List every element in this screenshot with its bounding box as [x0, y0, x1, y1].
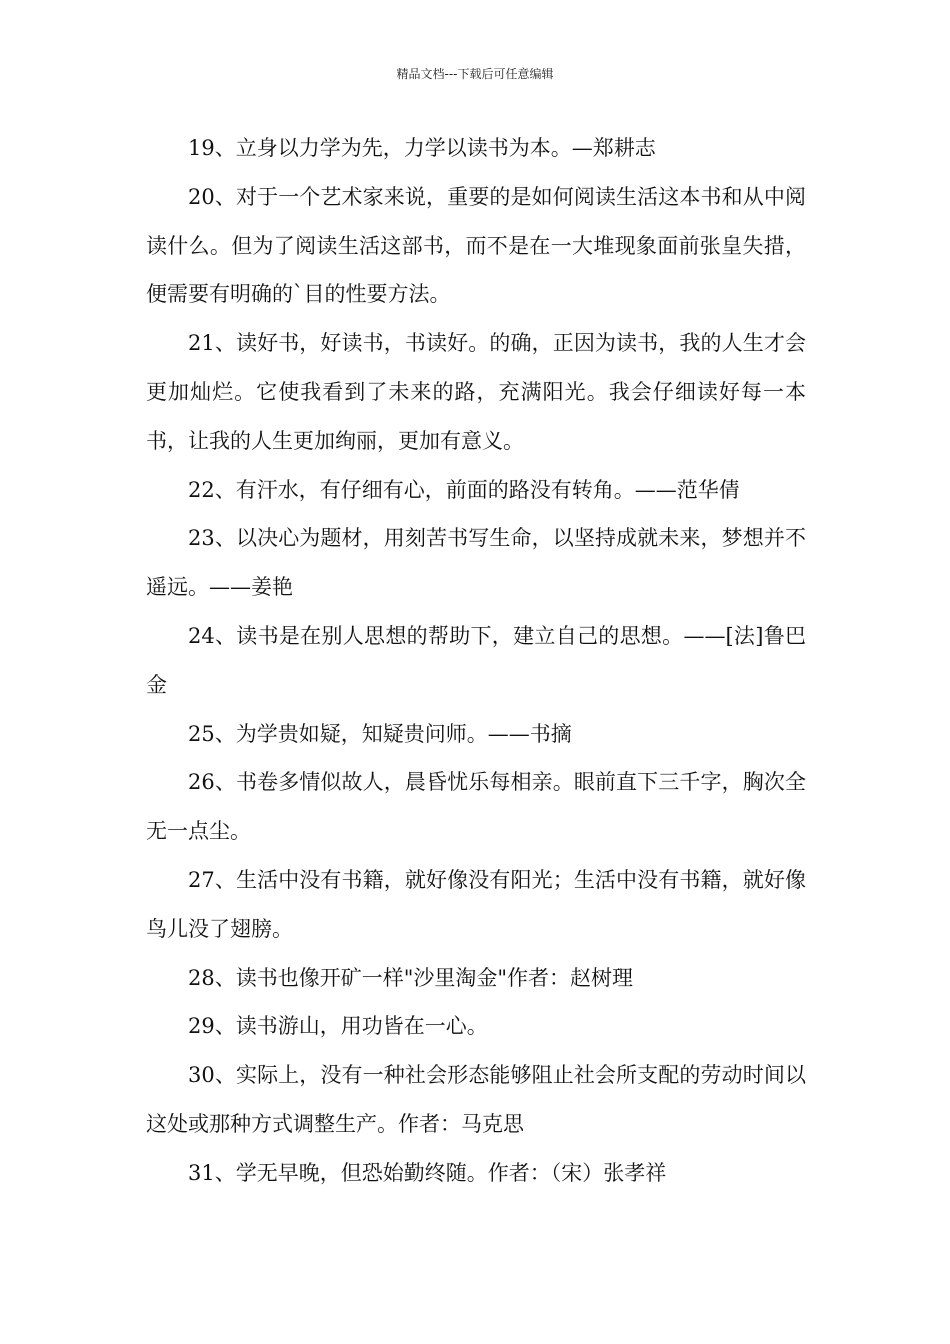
quote-paragraph-19: 19、立身以力学为先，力学以读书为本。—郑耕志 [188, 136, 656, 160]
quote-paragraph-20: 20、对于一个艺术家来说，重要的是如何阅读生活这本书和从中阅读什么。但为了阅读生活这部书，而不是在一大堆现象面前张皇失措，便需要有明确的`目的性要方法。 [146, 184, 806, 307]
quote-paragraph-31: 31、学无早晚，但恐始勤终随。作者：（宋）张孝祥 [188, 1160, 667, 1185]
quote-paragraph-27: 27、生活中没有书籍，就好像没有阳光；生活中没有书籍，就好像鸟儿没了翅膀。 [146, 867, 806, 941]
page-header: 精品文档---下载后可任意编辑 [396, 67, 554, 81]
quote-paragraph-24: 24、读书是在别人思想的帮助下，建立自己的思想。——[法]鲁巴金 [146, 623, 806, 697]
quote-paragraph-22: 22、有汗水，有仔细有心，前面的路没有转角。——范华倩 [188, 477, 740, 502]
quote-paragraph-21: 21、读好书，好读书，书读好。的确，正因为读书，我的人生才会更加灿烂。它使我看到了未来的路，充满阳光。我会仔细读好每一本书，让我的人生更加绚丽，更加有意义。 [146, 331, 806, 453]
quote-paragraph-29: 29、读书游山，用功皆在一心。 [188, 1014, 488, 1039]
quote-paragraph-30: 30、实际上，没有一种社会形态能够阻止社会所支配的劳动时间以这处或那种方式调整生产。作者：马克思 [146, 1063, 806, 1136]
quote-paragraph-28: 28、读书也像开矿一样"沙里淘金"作者：赵树理 [188, 965, 634, 990]
document-body [146, 124, 806, 1198]
quote-paragraph-26: 26、书卷多情似故人，晨昏忧乐每相亲。眼前直下三千字，胸次全无一点尘。 [146, 770, 806, 844]
quote-paragraph-23: 23、以决心为题材，用刻苦书写生命，以坚持成就未来，梦想并不遥远。——姜艳 [146, 526, 806, 600]
quote-paragraph-25: 25、为学贵如疑，知疑贵问师。——书摘 [188, 721, 572, 746]
